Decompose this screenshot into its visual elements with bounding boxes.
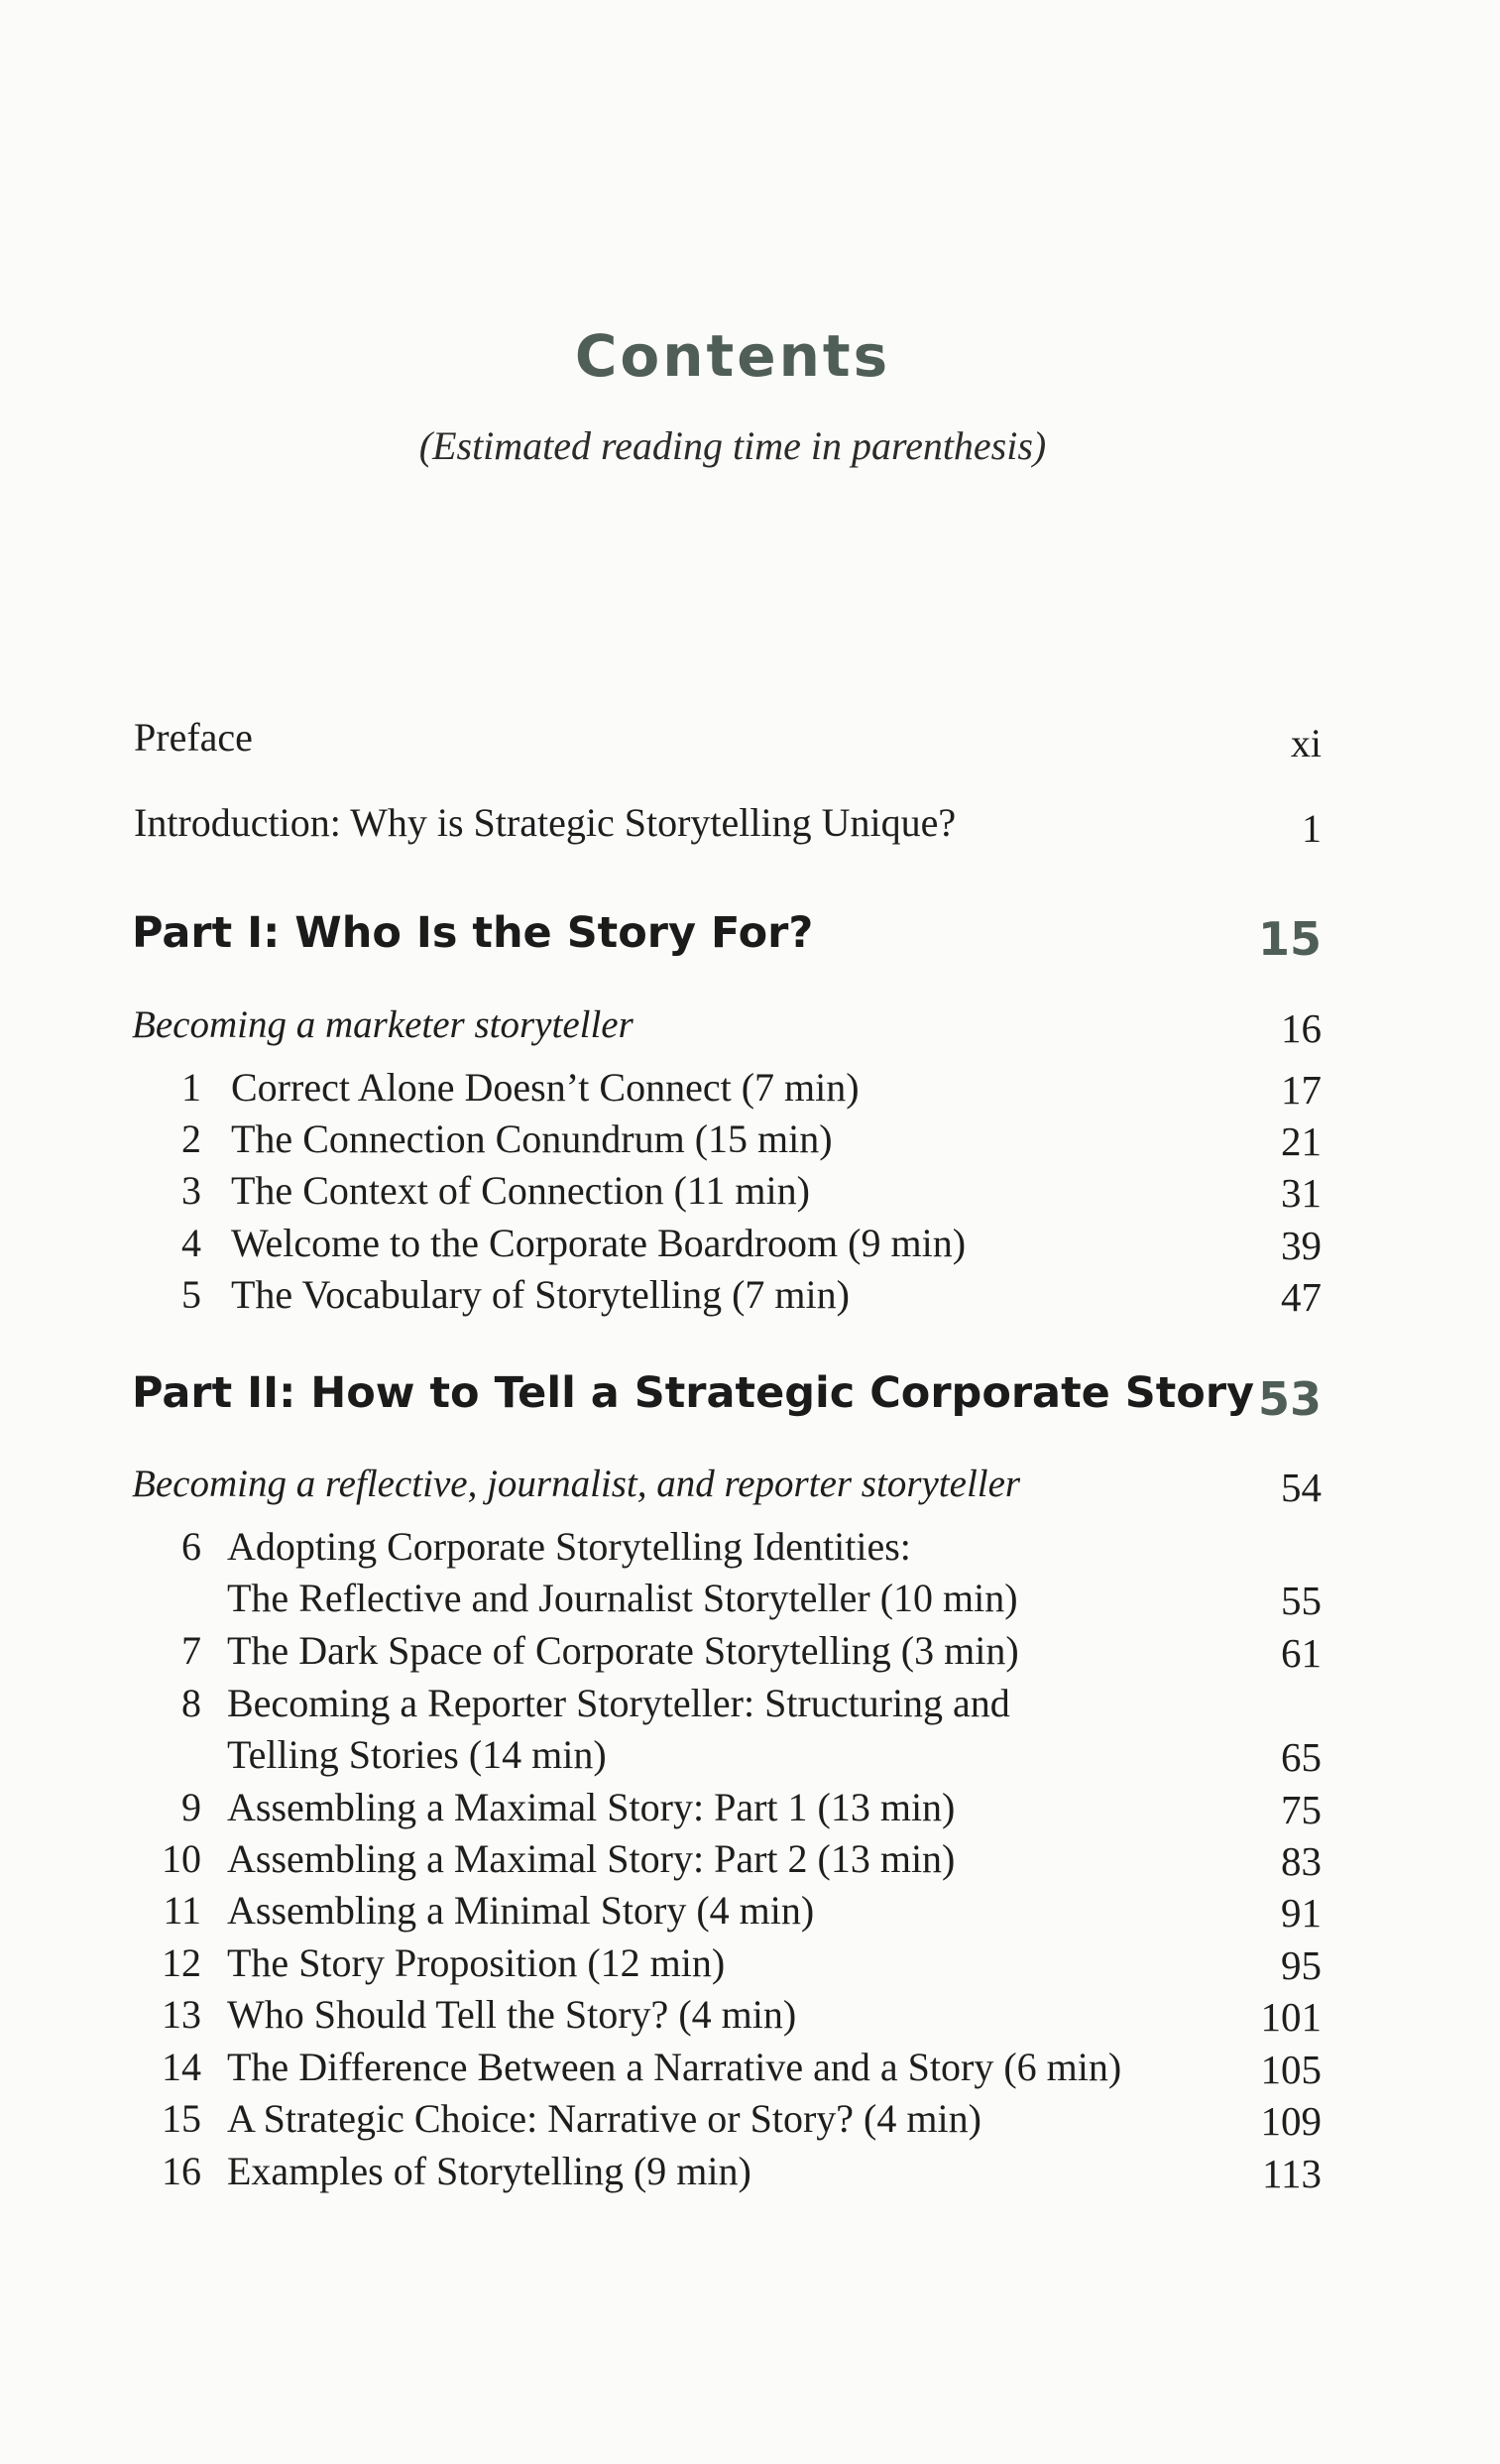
chapter-entry bbox=[0, 2044, 1500, 2095]
chapter-number: 6 bbox=[181, 1524, 201, 1569]
chapter-entry bbox=[0, 1784, 1500, 1835]
entry-title: Preface bbox=[134, 715, 253, 760]
chapter-page: 83 bbox=[1281, 1838, 1322, 1884]
chapter-page: 61 bbox=[1281, 1630, 1322, 1676]
chapter-entry bbox=[0, 1835, 1500, 1887]
chapter-number: 14 bbox=[162, 2045, 201, 2089]
chapter-title: Assembling a Maximal Story: Part 2 (13 min) bbox=[227, 1836, 956, 1881]
chapter-title: Welcome to the Corporate Boardroom (9 min) bbox=[231, 1221, 967, 1265]
chapter-title: Examples of Storytelling (9 min) bbox=[227, 2149, 751, 2193]
chapter-page: 55 bbox=[1281, 1578, 1322, 1623]
entry-page: 1 bbox=[1302, 806, 1322, 851]
chapter-page: 47 bbox=[1281, 1274, 1322, 1320]
chapter-entry bbox=[0, 1523, 1500, 1575]
chapter-page: 75 bbox=[1281, 1787, 1322, 1832]
chapter-page: 109 bbox=[1260, 2098, 1322, 2144]
part-page: 53 bbox=[1257, 1372, 1322, 1426]
part-title: Part I: Who Is the Story For? bbox=[132, 908, 814, 958]
chapter-page: 113 bbox=[1262, 2151, 1322, 2196]
part-heading-2 bbox=[0, 1368, 1500, 1426]
chapter-title: Becoming a Reporter Storyteller: Structuring and bbox=[227, 1681, 1010, 1725]
page-subtitle: (Estimated reading time in parenthesis) bbox=[418, 423, 1047, 468]
chapter-entry bbox=[0, 1939, 1500, 1991]
chapter-title: Assembling a Maximal Story: Part 1 (13 min) bbox=[227, 1785, 956, 1829]
chapter-title: The Difference Between a Narrative and a Story (6 min) bbox=[227, 2045, 1122, 2089]
chapter-page: 39 bbox=[1281, 1223, 1322, 1268]
chapter-number: 11 bbox=[163, 1888, 201, 1933]
chapter-page: 95 bbox=[1281, 1942, 1322, 1988]
chapter-page: 21 bbox=[1281, 1118, 1322, 1164]
chapter-title-continued: The Reflective and Journalist Storyteller (10 min) bbox=[227, 1576, 1018, 1620]
chapter-number: 8 bbox=[181, 1681, 201, 1725]
section-title: Becoming a marketer storyteller bbox=[132, 1003, 634, 1046]
chapter-number: 7 bbox=[181, 1628, 201, 1673]
chapter-entry bbox=[0, 2095, 1500, 2147]
chapter-number: 4 bbox=[181, 1221, 201, 1265]
chapter-number: 9 bbox=[181, 1785, 201, 1829]
part-page: 15 bbox=[1257, 912, 1322, 966]
chapter-entry bbox=[0, 1271, 1500, 1323]
chapter-number: 16 bbox=[162, 2149, 201, 2193]
chapter-title: The Connection Conundrum (15 min) bbox=[231, 1116, 833, 1161]
section-heading-2 bbox=[0, 1462, 1500, 1513]
chapter-number: 1 bbox=[181, 1065, 201, 1110]
chapter-title: A Strategic Choice: Narrative or Story? (4 min) bbox=[227, 2096, 981, 2141]
chapter-entry bbox=[0, 1991, 1500, 2043]
chapter-page: 65 bbox=[1281, 1734, 1322, 1780]
chapter-entry-continuation bbox=[0, 1731, 1500, 1783]
chapter-entry-continuation bbox=[0, 1575, 1500, 1626]
section-heading-1 bbox=[0, 1002, 1500, 1054]
part-heading-1 bbox=[0, 908, 1500, 966]
chapter-title: Adopting Corporate Storytelling Identities: bbox=[227, 1524, 911, 1569]
chapter-title: The Dark Space of Corporate Storytelling (3 min) bbox=[227, 1628, 1019, 1673]
chapter-number: 12 bbox=[162, 1940, 201, 1985]
section-title: Becoming a reflective, journalist, and reporter storyteller bbox=[132, 1463, 1021, 1505]
section-page: 54 bbox=[1281, 1465, 1322, 1510]
chapter-number: 3 bbox=[181, 1168, 201, 1213]
chapter-entry bbox=[0, 1887, 1500, 1938]
page-title: Contents bbox=[574, 322, 891, 390]
part-title: Part II: How to Tell a Strategic Corporate Story bbox=[132, 1368, 1255, 1418]
chapter-page: 101 bbox=[1260, 1994, 1322, 2040]
chapter-entry bbox=[0, 1115, 1500, 1167]
chapter-title: The Story Proposition (12 min) bbox=[227, 1940, 726, 1985]
chapter-entry bbox=[0, 1064, 1500, 1115]
chapter-title: Who Should Tell the Story? (4 min) bbox=[227, 1992, 797, 2037]
toc-entry-introduction bbox=[0, 799, 1500, 851]
chapter-number: 13 bbox=[162, 1992, 201, 2037]
chapter-number: 10 bbox=[162, 1836, 201, 1881]
chapter-entry bbox=[0, 1167, 1500, 1219]
chapter-number: 15 bbox=[162, 2096, 201, 2141]
chapter-title: Correct Alone Doesn’t Connect (7 min) bbox=[231, 1065, 860, 1110]
chapter-number: 5 bbox=[181, 1272, 201, 1317]
chapter-entry bbox=[0, 2148, 1500, 2199]
chapter-title-continued: Telling Stories (14 min) bbox=[227, 1732, 607, 1777]
chapter-page: 105 bbox=[1260, 2047, 1322, 2092]
chapter-title: The Vocabulary of Storytelling (7 min) bbox=[231, 1272, 850, 1317]
chapter-number: 2 bbox=[181, 1116, 201, 1161]
chapter-page: 31 bbox=[1281, 1170, 1322, 1216]
chapter-page: 17 bbox=[1281, 1067, 1322, 1113]
chapter-entry bbox=[0, 1627, 1500, 1679]
toc-entry-preface bbox=[0, 714, 1500, 765]
chapter-page: 91 bbox=[1281, 1890, 1322, 1936]
chapter-title: The Context of Connection (11 min) bbox=[231, 1168, 810, 1213]
chapter-entry bbox=[0, 1680, 1500, 1731]
entry-page: xi bbox=[1290, 721, 1322, 765]
entry-title: Introduction: Why is Strategic Storytelling Unique? bbox=[134, 800, 957, 845]
chapter-title: Assembling a Minimal Story (4 min) bbox=[227, 1888, 815, 1933]
chapter-entry bbox=[0, 1220, 1500, 1271]
section-page: 16 bbox=[1281, 1005, 1322, 1051]
